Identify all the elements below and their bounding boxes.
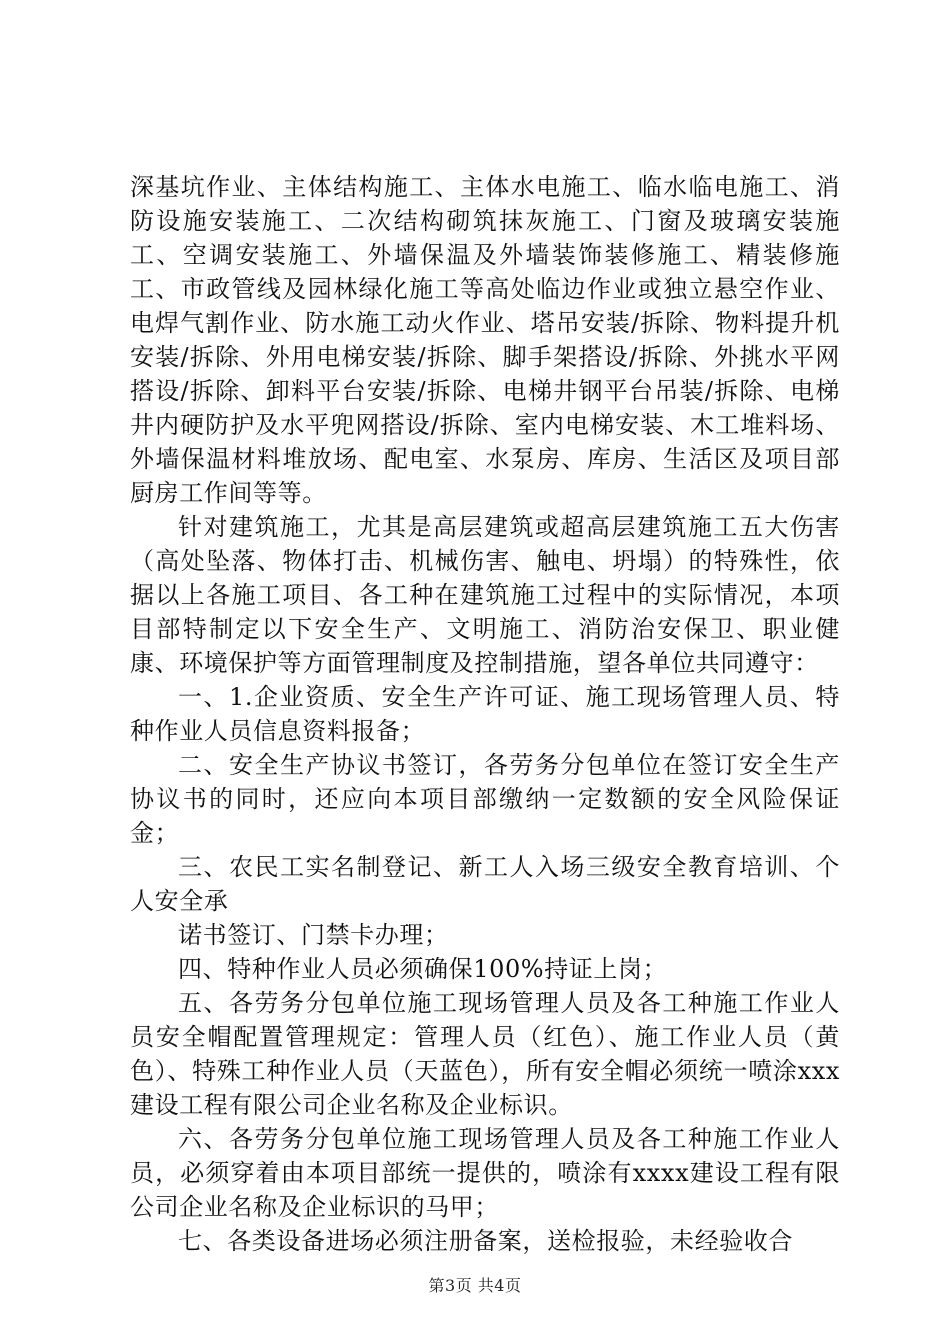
document-body (130, 170, 840, 1258)
paragraph-item-7: 七、各类设备进场必须注册备案，送检报验，未经验收合 (178, 1227, 793, 1255)
paragraph-item-1: 一、1.企业资质、安全生产许可证、施工现场管理人员、特种作业人员信息资料报备； (130, 683, 840, 745)
paragraph-item-3-continued: 诺书签订、门禁卡办理； (178, 921, 449, 949)
paragraph-item-6: 六、各劳务分包单位施工现场管理人员及各工种施工作业人员，必须穿着由本项目部统一提供的，喷涂有xxxx建设工程有限公司企业名称及企业标识的马甲； (130, 1125, 840, 1221)
paragraph-item-2: 二、安全生产协议书签订，各劳务分包单位在签订安全生产协议书的同时，还应向本项目部缴纳一定数额的安全风险保证金； (130, 751, 840, 847)
paragraph-intro: 针对建筑施工，尤其是高层建筑或超高层建筑施工五大伤害（高处坠落、物体打击、机械伤害、触电、坍塌）的特殊性，依据以上各施工项目、各工种在建筑施工过程中的实际情况，本项目部特制定以下安全生产、文明施工、消防治安保卫、职业健康、环境保护等方面管理制度及控制措施，望各单位共同遵守： (130, 513, 840, 677)
page-number-footer: 第3页 共4页 (428, 1276, 522, 1295)
paragraph-item-3: 三、农民工实名制登记、新工人入场三级安全教育培训、个人安全承 (130, 853, 840, 915)
paragraph-item-5: 五、各劳务分包单位施工现场管理人员及各工种施工作业人员安全帽配置管理规定：管理人员（红色）、施工作业人员（黄色）、特殊工种作业人员（天蓝色），所有安全帽必须统一喷涂xxx建设工程有限公司企业名称及企业标识。 (130, 989, 840, 1119)
paragraph-item-4: 四、特种作业人员必须确保100%持证上岗； (178, 955, 668, 983)
paragraph-work-list: 深基坑作业、主体结构施工、主体水电施工、临水临电施工、消防设施安装施工、二次结构砌筑抹灰施工、门窗及玻璃安装施工、空调安装施工、外墙保温及外墙装饰装修施工、精装修施工、市政管线及园林绿化施工等高处临边作业或独立悬空作业、电焊气割作业、防水施工动火作业、塔吊安装/拆除、物料提升机安装/拆除、外用电梯安装/拆除、脚手架搭设/拆除、外挑水平网搭设/拆除、卸料平台安装/拆除、电梯井钢平台吊装/拆除、电梯井内硬防护及水平兜网搭设/拆除、室内电梯安装、木工堆料场、外墙保温材料堆放场、配电室、水泵房、库房、生活区及项目部厨房工作间等等。 (130, 173, 840, 507)
